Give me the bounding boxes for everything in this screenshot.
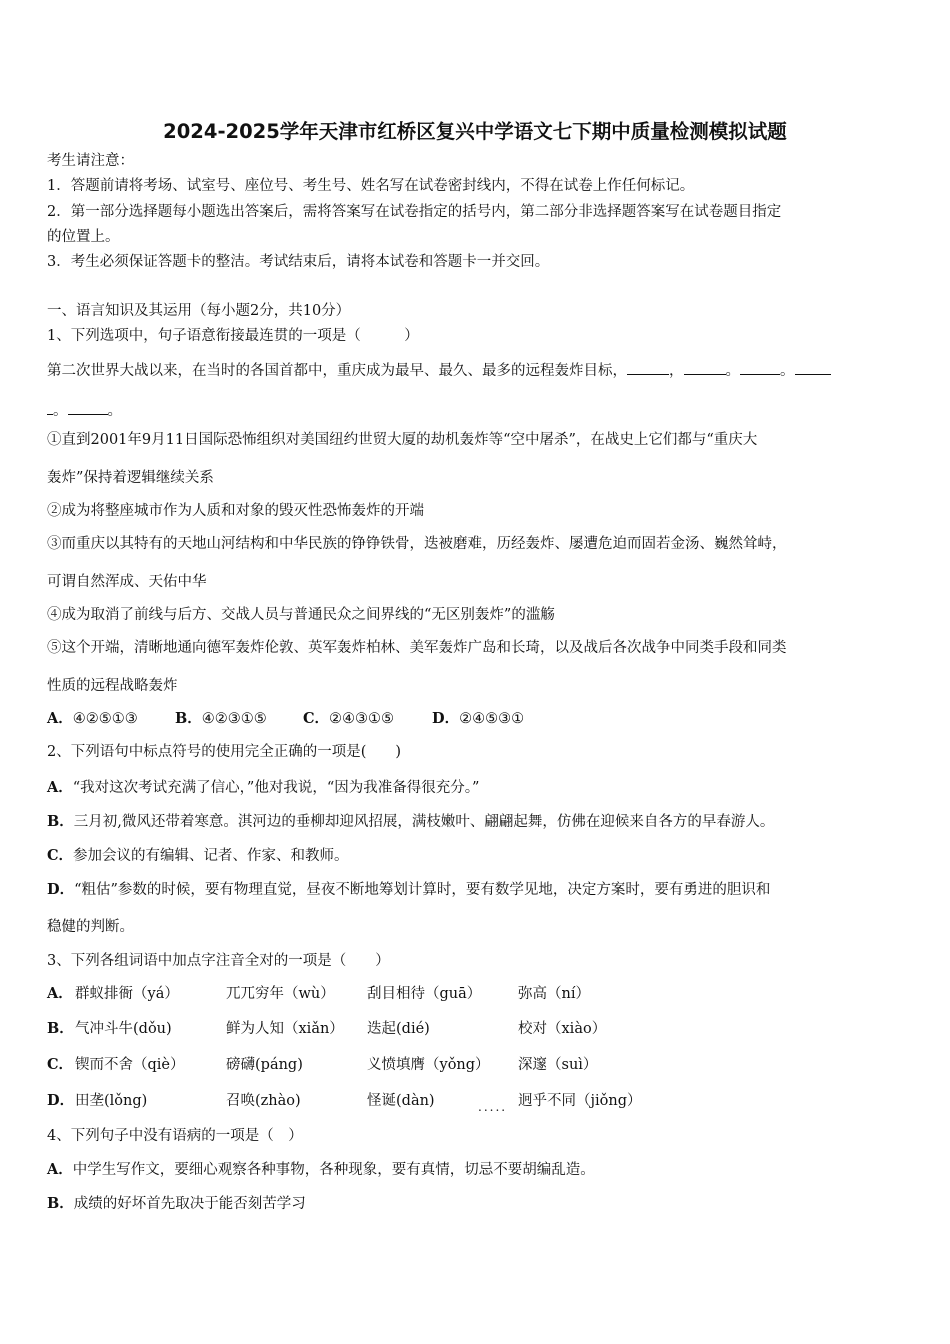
q1-period-3: 。 — [53, 403, 68, 419]
notice-item-2a: 2．第一部分选择题每小题选出答案后，需将答案写在试卷指定的括号内，第二部分非选择题答案写在试卷题目指定 — [47, 204, 782, 220]
q1-option-c: C．②④③①⑤ — [303, 710, 395, 727]
q4-option-b: B．成绩的好坏首先取决于能否刻苦学习 — [47, 1195, 306, 1212]
q1-sentence-5a: ⑤这个开端，清晰地通向德军轰炸伦敦、英军轰炸柏林、美军轰炸广岛和长琦，以及战后各次战争中同类手段和同类 — [47, 640, 787, 656]
q3-c-word-1: 锲而不舍（qiè） — [75, 1057, 185, 1073]
emphasis-dots: ..... — [478, 1100, 508, 1114]
q1-blank-4 — [795, 360, 831, 375]
q1-blank-1 — [627, 360, 669, 375]
q2-option-d-cont: 稳健的判断。 — [47, 919, 134, 935]
q1-sentence-3a: ③而重庆以其特有的天地山河结构和中华民族的铮铮铁骨，迭被磨难，历经轰炸、屡遭危迫而固若金汤、巍然耸峙， — [47, 536, 787, 552]
q4-option-a: A．中学生写作文，要细心观察各种事物，各种现象，要有真情，切忌不要胡编乱造。 — [47, 1161, 595, 1178]
notice-item-1: 1．答题前请将考场、试室号、座位号、考生号、姓名写在试卷密封线内，不得在试卷上作任何标记。 — [47, 178, 695, 194]
q1-stem: 1、下列选项中，句子语意衔接最连贯的一项是（ ） — [47, 328, 419, 344]
q3-d-word-4: 迥乎不同（jiǒng） — [518, 1093, 642, 1109]
q1-blank-5 — [68, 400, 108, 415]
q1-blank-2 — [684, 360, 726, 375]
q2-option-b: B．三月初,微风还带着寒意。淇河边的垂柳却迎风招展，满枝嫩叶、翩翩起舞，仿佛在迎候来自各方的早春游人。 — [47, 813, 775, 830]
q1-option-d: D．②④⑤③① — [432, 710, 525, 727]
q3-b-word-1: 气冲斗牛(dǒu) — [75, 1021, 172, 1037]
section-1-heading: 一、语言知识及其运用（每小题2分，共10分） — [47, 303, 351, 319]
q1-sentence-4: ④成为取消了前线与后方、交战人员与普通民众之间界线的“无区别轰炸”的滥觞 — [47, 607, 555, 623]
q3-a-word-1: 群蚁排衙（yá） — [75, 986, 179, 1002]
q1-passage-cont — [47, 400, 122, 420]
q2-stem: 2、下列语句中标点符号的使用完全正确的一项是( ) — [47, 744, 402, 760]
q3-d-word-3: 怪诞(dàn) — [367, 1093, 435, 1109]
q3-stem: 3、下列各组词语中加点字注音全对的一项是（ ） — [47, 953, 390, 969]
q4-stem: 4、下列句子中没有语病的一项是（ ） — [47, 1128, 303, 1144]
q3-option-b-label: B． — [47, 1020, 74, 1037]
q1-option-b: B．④②③①⑤ — [175, 710, 267, 727]
q1-sentence-3b: 可谓自然浑成、天佑中华 — [47, 574, 207, 590]
q2-option-a: A．“我对这次考试充满了信心，”他对我说，“因为我准备得很充分。” — [47, 779, 480, 796]
q3-c-word-2: 磅礴(páng) — [226, 1057, 303, 1073]
notice-heading: 考生请注意： — [47, 153, 134, 169]
q2-option-d: D．“粗估”参数的时候，要有物理直觉，昼夜不断地筹划计算时，要有数学见地，决定方案时，要有勇进的胆识和 — [47, 881, 771, 898]
q2-option-c: C．参加会议的有编辑、记者、作家、和教师。 — [47, 847, 349, 864]
q3-a-word-4: 弥高（ní） — [518, 986, 590, 1002]
q3-option-a-label: A． — [47, 985, 73, 1002]
q1-comma: ， — [669, 363, 684, 379]
q3-option-c-label: C． — [47, 1056, 74, 1073]
q1-passage — [47, 360, 831, 380]
q1-period-2: 。 — [780, 363, 795, 379]
q1-blank-3 — [740, 360, 780, 375]
q3-b-word-4: 校对（xiào） — [518, 1021, 607, 1037]
q1-sentence-2: ②成为将整座城市作为人质和对象的毁灭性恐怖轰炸的开端 — [47, 503, 424, 519]
page-title: 2024-2025学年天津市红桥区复兴中学语文七下期中质量检测模拟试题 — [163, 120, 787, 143]
q3-d-word-1: 田垄(lǒng) — [75, 1093, 148, 1109]
q3-b-word-3: 迭起(dié) — [367, 1021, 430, 1037]
notice-item-3: 3．考生必须保证答题卡的整洁。考试结束后，请将本试卷和答题卡一并交回。 — [47, 254, 550, 270]
q1-option-a: A．④②⑤①③ — [47, 710, 138, 727]
q3-option-d-label: D． — [47, 1092, 75, 1109]
q1-passage-text: 第二次世界大战以来，在当时的各国首都中，重庆成为最早、最久、最多的远程轰炸目标， — [47, 363, 627, 379]
q3-a-word-3: 刮目相待（guā） — [367, 986, 482, 1002]
q1-period-1: 。 — [725, 363, 740, 379]
q1-sentence-1a: ①直到2001年9月11日国际恐怖组织对美国纽约世贸大厦的劫机轰炸等“空中屠杀”，在战史上它们都与“重庆大 — [47, 432, 758, 448]
q1-period-4: 。 — [107, 403, 122, 419]
q1-sentence-1b: 轰炸”保持着逻辑继续关系 — [47, 470, 214, 486]
q1-sentence-5b: 性质的远程战略轰炸 — [47, 678, 178, 694]
q3-d-word-2: 召唤(zhào) — [226, 1093, 301, 1109]
q3-c-word-3: 义愤填膺（yǒng） — [367, 1057, 490, 1073]
q3-c-word-4: 深邃（suì） — [518, 1057, 598, 1073]
q3-b-word-2: 鲜为人知（xiǎn） — [226, 1021, 344, 1037]
notice-item-2b: 的位置上。 — [47, 229, 120, 245]
q3-a-word-2: 兀兀穷年（wù） — [226, 986, 335, 1002]
